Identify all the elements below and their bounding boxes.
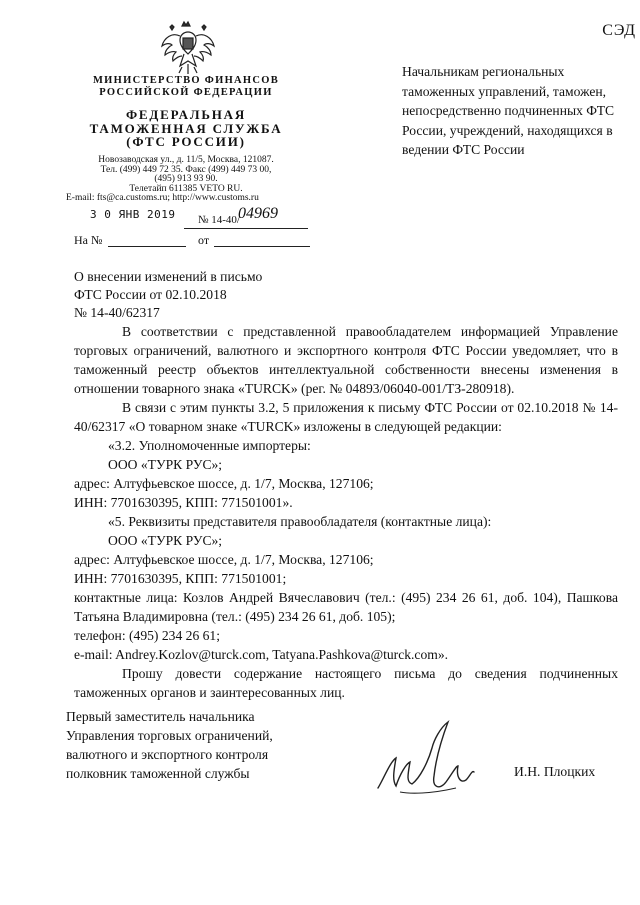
- service-line-1: ФЕДЕРАЛЬНАЯ: [125, 107, 247, 122]
- body-paragraph: адрес: Алтуфьевское шоссе, д. 1/7, Москва, 127106;: [74, 552, 374, 567]
- body-paragraph: Прошу довести содержание настоящего письма до сведения подчиненных таможенных органов и заинтересованных лиц.: [74, 666, 618, 700]
- subject-line-2: ФТС России от 02.10.2018: [74, 287, 227, 302]
- address-line: Новозаводская ул., д. 11/5, Москва, 121087.: [98, 155, 274, 165]
- body-paragraph: ООО «ТУРК РУС»;: [108, 457, 223, 472]
- registration-number-label: № 14-40/: [198, 214, 240, 226]
- phone-line: Тел. (499) 449 72 35. Факс (499) 449 73 00,: [100, 164, 272, 175]
- signatory-line-3: валютного и экспортного контроля: [66, 747, 269, 762]
- ministry-line-2: РОССИЙСКОЙ ФЕДЕРАЦИИ: [99, 87, 273, 98]
- teletype-line: Телетайп 611385 VETO RU.: [129, 183, 243, 194]
- subject-line-3: № 14-40/62317: [74, 305, 160, 320]
- reference-number-blank: [108, 246, 186, 247]
- reference-number-label: На №: [74, 233, 103, 247]
- body-paragraph: телефон: (495) 234 26 61;: [74, 628, 221, 643]
- letter-subject: [74, 268, 374, 322]
- body-paragraph: контактные лица: Козлов Андрей Вячеславович (тел.: (495) 234 26 61, доб. 104), Пашкова Татьяна Владимировна (тел.: (495) 234 26 61, доб. 105);: [74, 590, 618, 624]
- body-paragraph: e-mail: Andrey.Kozlov@turck.com, Tatyana.Pashkova@turck.com».: [74, 647, 449, 662]
- ministry-line-1: МИНИСТЕРСТВО ФИНАНСОВ: [92, 75, 280, 86]
- letterhead-contacts: [62, 156, 310, 204]
- service-line-2: ТАМОЖЕННАЯ СЛУЖБА: [89, 120, 283, 136]
- document-corner-mark: СЭД: [602, 22, 636, 39]
- reference-date-label: от: [198, 233, 210, 247]
- service-line-3: (ФТС РОССИИ): [126, 134, 246, 149]
- body-paragraph: адрес: Алтуфьевское шоссе, д. 1/7, Москва, 127106;: [74, 476, 374, 491]
- addressee-block: Начальникам региональных таможенных управлений, таможен, непосредственно подчиненных ФТС России, учреждений, находящихся в ведении ФТС России: [402, 64, 615, 157]
- russian-coat-of-arms-icon: [160, 20, 216, 78]
- reference-date-blank: [214, 246, 310, 247]
- body-paragraph: ИНН: 7701630395, КПП: 771501001».: [74, 495, 293, 510]
- body-paragraph: ООО «ТУРК РУС»;: [108, 533, 223, 548]
- letter-body: [74, 322, 618, 702]
- registration-date-stamp: 3 0 ЯНВ 2019: [90, 208, 176, 221]
- body-paragraph: В соответствии с представленной правообладателем информацией Управление торговых ограничений, валютного и экспортного контроля ФТС России уведомляет, что в таможенный реестр объектов интеллектуальной собственности внесены изменения в отношении товарного знака «TURCK» (рег. № 04893/06040-001/ТЗ-280918).: [74, 324, 618, 396]
- email-line: E-mail: fts@ca.customs.ru; http://www.customs.ru: [66, 193, 259, 204]
- body-paragraph: В связи с этим пункты 3.2, 5 приложения к письму ФТС России от 02.10.2018 № 14-40/62317 «О товарном знаке «TURCK» изложены в следующей редакции:: [74, 400, 618, 434]
- signatory-line-2: Управления торговых ограничений,: [66, 728, 273, 743]
- body-paragraph: «3.2. Уполномоченные импортеры:: [108, 438, 311, 453]
- body-paragraph: «5. Реквизиты представителя правообладателя (контактные лица):: [108, 514, 492, 529]
- ministry-title: [62, 75, 310, 99]
- service-title: [62, 108, 310, 149]
- handwritten-signature-icon: [370, 718, 500, 800]
- phone-line-2: (495) 913 93 90.: [154, 174, 218, 185]
- registration-number-handwritten: 04969: [238, 205, 278, 222]
- signatory-line-1: Первый заместитель начальника: [66, 709, 255, 724]
- signatory-name: И.Н. Плоцких: [514, 764, 596, 779]
- registration-number-underline: [184, 228, 308, 229]
- signatory-line-4: полковник таможенной службы: [66, 766, 250, 781]
- signatory-position: [66, 707, 326, 783]
- body-paragraph: ИНН: 7701630395, КПП: 771501001;: [74, 571, 287, 586]
- subject-line-1: О внесении изменений в письмо: [74, 269, 263, 284]
